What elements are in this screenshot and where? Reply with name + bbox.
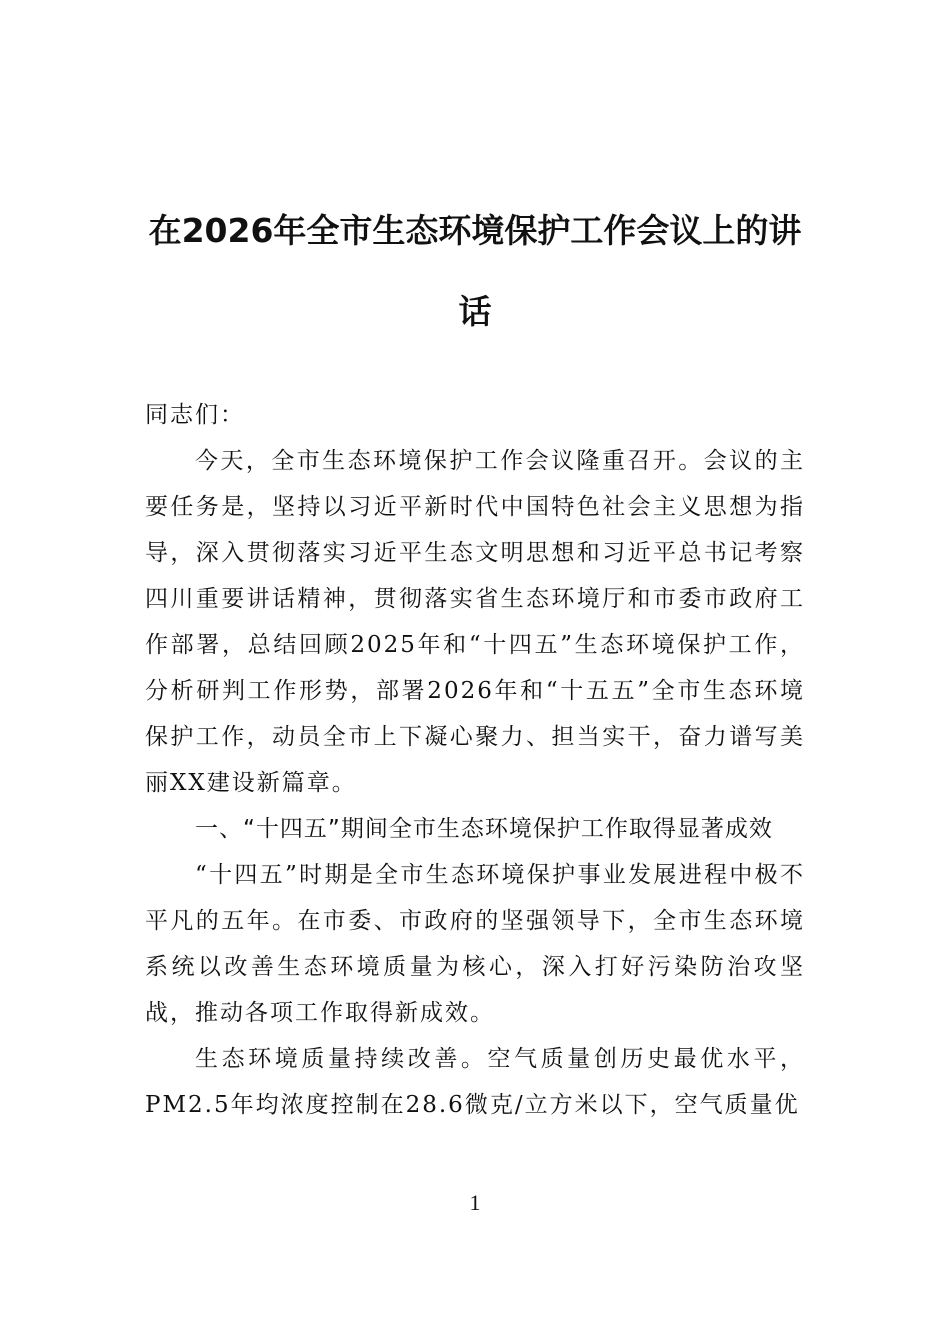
document-title: 在2026年全市生态环境保护工作会议上的讲话 — [148, 211, 802, 331]
section-heading-1: 一、“十四五”期间全市生态环境保护工作取得显著成效 — [195, 816, 773, 842]
paragraph-environment-quality: 生态环境质量持续改善。空气质量创历史最优水平，PM2.5年均浓度控制在28.6微克/立方米以下，空气质量优 — [145, 1046, 805, 1118]
paragraph-section-intro: “十四五”时期是全市生态环境保护事业发展进程中极不平凡的五年。在市委、市政府的坚强领导下，全市生态环境系统以改善生态环境质量为核心，深入打好污染防治攻坚战，推动各项工作取得新成效。 — [145, 862, 805, 1026]
document-body — [145, 392, 805, 1128]
paragraph-opening: 今天，全市生态环境保护工作会议隆重召开。会议的主要任务是，坚持以习近平新时代中国特色社会主义思想为指导，深入贯彻落实习近平生态文明思想和习近平总书记考察四川重要讲话精神，贯彻落实省生态环境厅和市委市政府工作部署，总结回顾2025年和“十四五”生态环境保护工作，分析研判工作形势，部署2026年和“十五五”全市生态环境保护工作，动员全市上下凝心聚力、担当实干，奋力谱写美丽XX建设新篇章。 — [145, 448, 805, 796]
salutation: 同志们： — [145, 402, 245, 428]
page-number: 1 — [469, 1190, 481, 1215]
